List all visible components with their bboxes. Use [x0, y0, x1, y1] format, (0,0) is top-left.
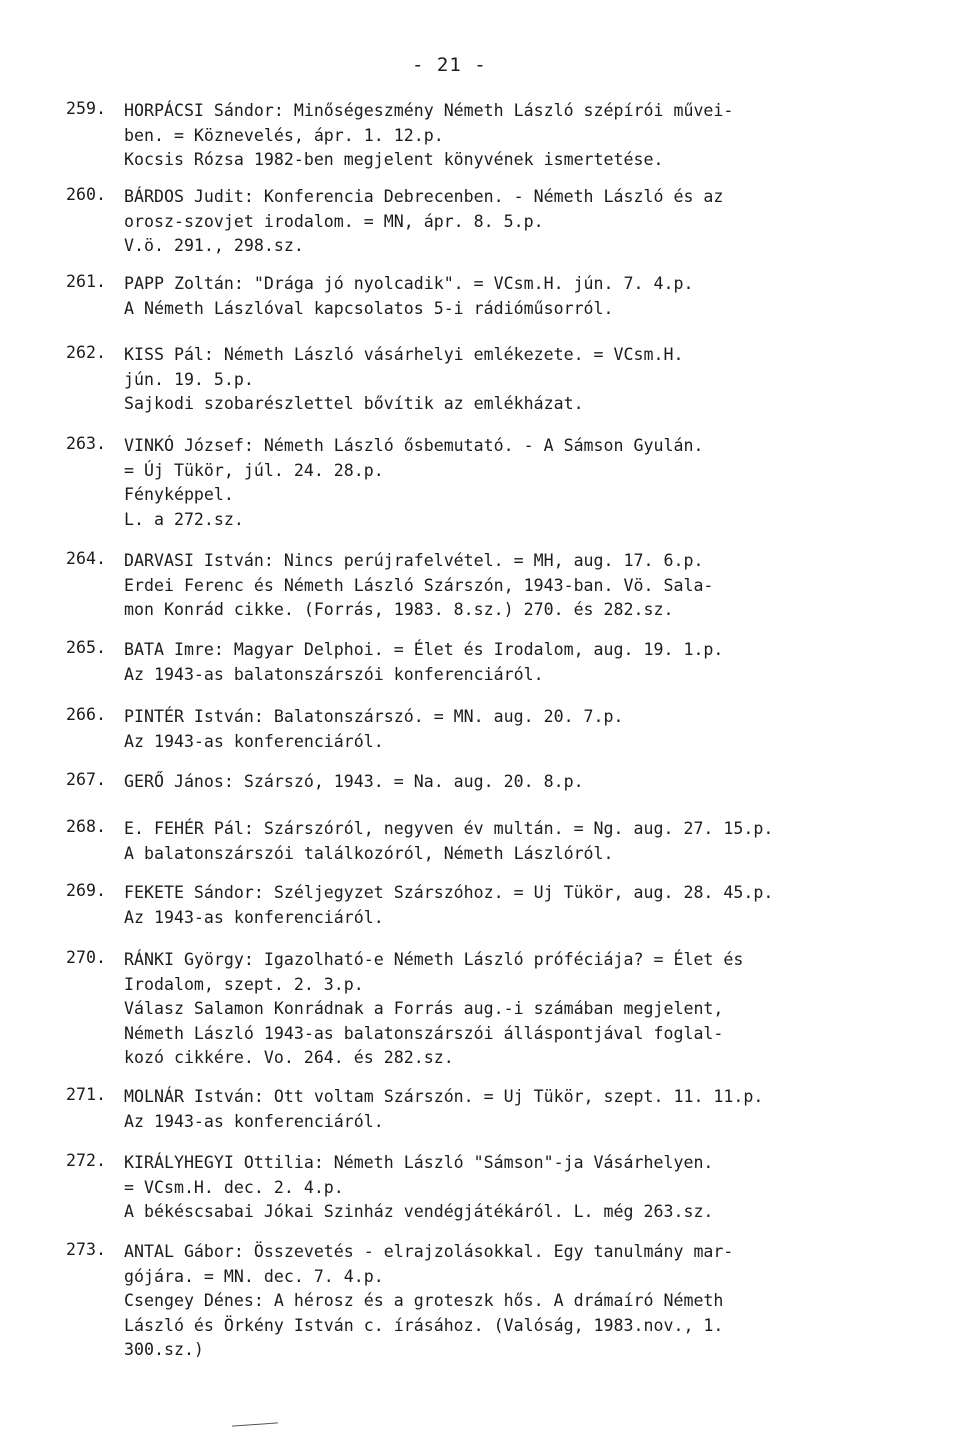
entry-line: Az 1943-as konferenciáról. — [124, 731, 384, 751]
entry-line: A békéscsabai Jókai Szinház vendégjátékáról. L. még 263.sz. — [124, 1202, 714, 1221]
entry-line: GERŐ János: Szárszó, 1943. = Na. aug. 20. 8.p. — [124, 772, 584, 791]
entry-number: 266. — [66, 705, 106, 724]
entry-line: Irodalom, szept. 2. 3.p. — [124, 974, 364, 994]
entry-number: 268. — [66, 817, 106, 836]
entry-line: mon Konrád cikke. (Forrás, 1983. 8.sz.) 270. és 282.sz. — [124, 600, 674, 619]
bibliography-entry — [66, 1151, 906, 1225]
entry-line: A Németh Lászlóval kapcsolatos 5-i rádióműsorról. — [124, 298, 614, 318]
page-number: - 21 - — [412, 54, 487, 76]
entry-number: 269. — [66, 881, 106, 900]
bibliography-entry — [66, 549, 906, 623]
entry-line: Németh László 1943-as balatonszárszói álláspontjával foglal- — [124, 1023, 724, 1043]
entry-number: 260. — [66, 185, 106, 204]
entry-line: = VCsm.H. dec. 2. 4.p. — [124, 1177, 344, 1197]
entry-line: Az 1943-as konferenciáról. — [124, 907, 384, 927]
entry-line: orosz-szovjet irodalom. = MN, ápr. 8. 5.p. — [124, 211, 544, 231]
entry-line: László és Örkény István c. írásához. (Valóság, 1983.nov., 1. — [124, 1315, 724, 1335]
footer-rule — [232, 1422, 278, 1426]
entry-number: 272. — [66, 1151, 106, 1170]
bibliography-entry — [66, 1085, 906, 1134]
entry-line: VINKÓ József: Németh László ősbemutató. - A Sámson Gyulán. — [124, 436, 704, 455]
entry-line: kozó cikkére. Vo. 264. és 282.sz. — [124, 1048, 454, 1067]
entry-line: Erdei Ferenc és Németh László Szárszón, 1943-ban. Vö. Sala- — [124, 575, 714, 595]
entry-number: 270. — [66, 948, 106, 967]
bibliography-entry — [66, 343, 906, 417]
bibliography-entry — [66, 99, 906, 173]
entry-number: 259. — [66, 99, 106, 118]
bibliography-entry — [66, 638, 906, 687]
entry-number: 265. — [66, 638, 106, 657]
entry-line: Fényképpel. — [124, 485, 234, 504]
entry-line: BATA Imre: Magyar Delphoi. = Élet és Irodalom, aug. 19. 1.p. — [124, 640, 724, 659]
entry-line: PAPP Zoltán: "Drága jó nyolcadik". = VCsm.H. jún. 7. 4.p. — [124, 274, 694, 293]
entry-line: E. FEHÉR Pál: Szárszóról, negyven év multán. = Ng. aug. 27. 15.p. — [124, 819, 774, 838]
bibliography-entry — [66, 185, 906, 259]
entry-number: 273. — [66, 1240, 106, 1259]
entry-line: FEKETE Sándor: Széljegyzet Szárszóhoz. = Uj Tükör, aug. 28. 45.p. — [124, 883, 774, 902]
entry-number: 267. — [66, 770, 106, 789]
entry-line: = Új Tükör, júl. 24. 28.p. — [124, 460, 384, 480]
entry-line: V.ö. 291., 298.sz. — [124, 236, 304, 255]
entry-number: 262. — [66, 343, 106, 362]
entry-number: 261. — [66, 272, 106, 291]
entry-number: 263. — [66, 434, 106, 453]
entry-line: RÁNKI György: Igazolható-e Németh László próféciája? = Élet és — [124, 950, 744, 969]
bibliography-entry — [66, 770, 906, 795]
entry-line: gójára. = MN. dec. 7. 4.p. — [124, 1266, 384, 1286]
entry-line: jún. 19. 5.p. — [124, 369, 254, 389]
entry-line: Az 1943-as konferenciáról. — [124, 1111, 384, 1131]
entry-line: L. a 272.sz. — [124, 509, 244, 529]
bibliography-entry — [66, 272, 906, 321]
entry-line: ANTAL Gábor: Összevetés - elrajzolásokkal. Egy tanulmány mar- — [124, 1242, 734, 1261]
entry-line: KISS Pál: Németh László vásárhelyi emlékezete. = VCsm.H. — [124, 345, 684, 364]
bibliography-entry — [66, 705, 906, 754]
bibliography-entry — [66, 434, 906, 532]
entry-line: Sajkodi szobarészlettel bővítik az emlékházat. — [124, 394, 584, 413]
entry-line: Az 1943-as balatonszárszói konferenciáról. — [124, 664, 544, 684]
entry-line: Kocsis Rózsa 1982-ben megjelent könyvének ismertetése. — [124, 150, 664, 169]
entry-line: 300.sz.) — [124, 1340, 204, 1359]
entry-line: MOLNÁR István: Ott voltam Szárszón. = Uj Tükör, szept. 11. 11.p. — [124, 1087, 764, 1106]
entry-line: DARVASI István: Nincs perújrafelvétel. = MH, aug. 17. 6.p. — [124, 551, 704, 570]
entry-line: KIRÁLYHEGYI Ottilia: Németh László "Sámson"-ja Vásárhelyen. — [124, 1153, 714, 1172]
bibliography-entry — [66, 881, 906, 930]
bibliography-entry — [66, 1240, 906, 1363]
entry-line: PINTÉR István: Balatonszárszó. = MN. aug. 20. 7.p. — [124, 707, 624, 726]
entry-line: A balatonszárszói találkozóról, Németh Lászlóról. — [124, 843, 614, 863]
entry-line: ben. = Köznevelés, ápr. 1. 12.p. — [124, 125, 444, 145]
bibliography-entry — [66, 817, 906, 866]
bibliography-entry — [66, 948, 906, 1071]
entry-line: Csengey Dénes: A hérosz és a groteszk hős. A drámaíró Németh — [124, 1291, 724, 1310]
entry-line: HORPÁCSI Sándor: Minőségeszmény Németh László szépírói művei- — [124, 101, 734, 120]
entry-number: 264. — [66, 549, 106, 568]
entry-line: Válasz Salamon Konrádnak a Forrás aug.-i számában megjelent, — [124, 999, 724, 1018]
entry-line: BÁRDOS Judit: Konferencia Debrecenben. - Németh László és az — [124, 187, 724, 206]
entry-number: 271. — [66, 1085, 106, 1104]
